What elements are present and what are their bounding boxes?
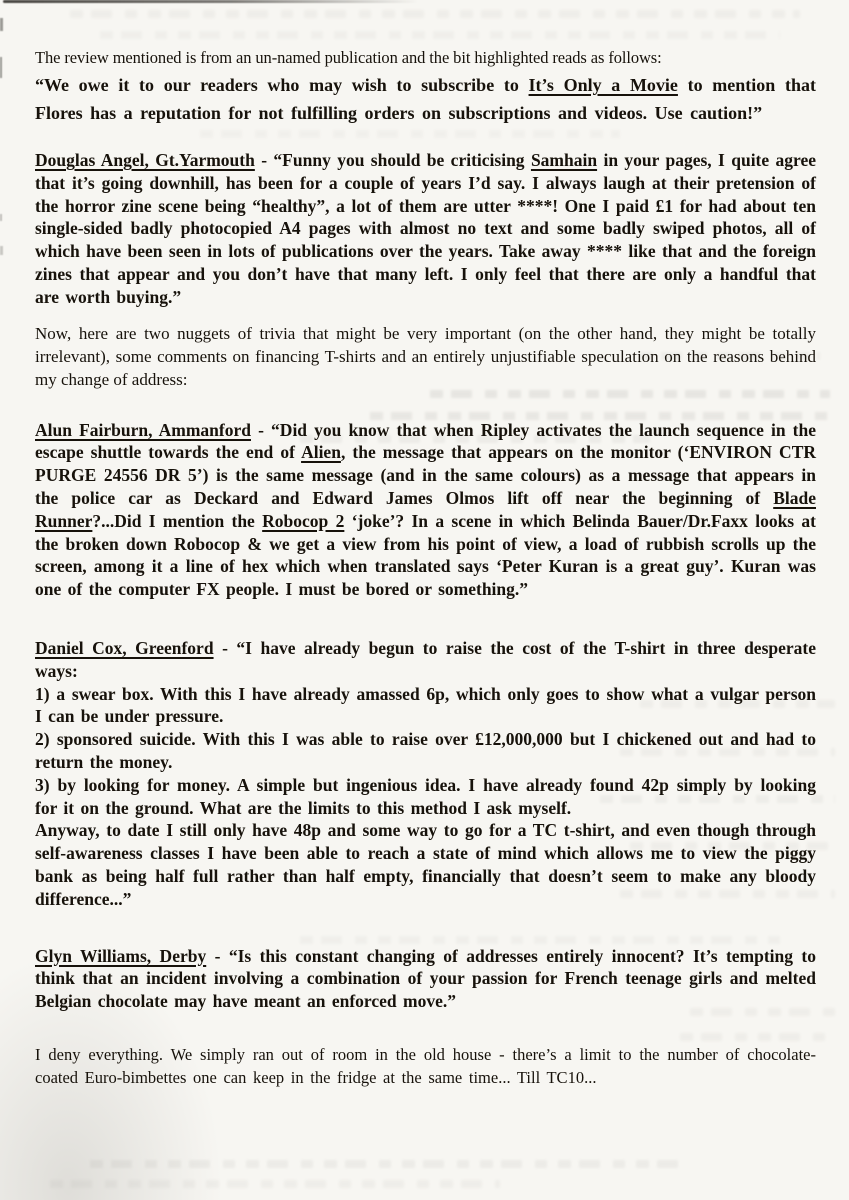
bleedthrough-artifact bbox=[50, 1180, 500, 1188]
text-run: ‘joke’? In a scene in which Belinda Bauer/Dr.Faxx looks at the broken down Robocop & we get a view from his point of view, a load of rubbish scrolls up the screen, among it a line of hex which when translated says ‘Peter Kuran is a great guy’. Kuran was one of the computer FX people. I must be bored or something.” bbox=[35, 510, 817, 600]
text-run: - “Did you know that when Ripley activates the launch sequence in the escape shuttle towards the end of bbox=[35, 419, 816, 463]
text-run: , the message that appears on the monitor (‘ENVIRON CTR PURGE 24556 DR 5’) is the same message (and in the same colours) as a message that appears in the police car as Deckard and Edward James Olmos lift off near the beginning of bbox=[35, 442, 816, 508]
letter-block bbox=[35, 728, 816, 774]
text-run: 1) a swear box. With this I have already amassed 6p, which only goes to show what a vulgar person I can be under pressure. bbox=[35, 683, 816, 727]
text-run: 2) sponsored suicide. With this I was able to raise over £12,000,000 but I chickened out and had to return the money. bbox=[35, 729, 816, 772]
letter-block bbox=[35, 683, 816, 729]
underlined-title: Douglas Angel, Gt.Yarmouth bbox=[35, 150, 255, 170]
text-run: Anyway, to date I still only have 48p and some way to go for a TC t-shirt, and even though through self-awareness classes I have been able to reach a state of mind which allows me to view the piggy bank as being half full rather than half empty, financially that doesn’t seem to make any bloody difference...” bbox=[35, 820, 816, 909]
text-run: in your pages, I quite agree that it’s going downhill, has been for a couple of years I’d say. I always laugh at their pretension of the horror zine scene being “healthy”, a lot of them are utter ****! One I paid £1 for had about ten single-sided badly photocopied A4 pages with almost no text and some badly swiped photos, all of which have been seen in lots of publications over the years. Take away **** like that and the foreign zines that appear and you don’t have that many left. I only feel that there are only a handful that are worth buying.” bbox=[35, 150, 817, 307]
text-run: to mention that Flores has a reputation for not fulfilling orders on subscriptions and videos. Use caution!” bbox=[35, 75, 816, 123]
text-run: - “Is this constant changing of addresses entirely innocent? It’s tempting to think that an incident involving a combination of your passion for French teenage girls and melted Belgian chocolate may have meant an enforced move.” bbox=[35, 945, 816, 1012]
letter-block bbox=[35, 637, 816, 683]
bleedthrough-artifact bbox=[100, 31, 780, 39]
trivia-note: Now, here are two nuggets of trivia that might be very important (on the other hand, they might be totally irrelevant), some comments on financing T-shirts and an entirely unjustifiable speculation on the reasons behind my change of address: bbox=[35, 323, 816, 389]
editor-reply: I deny everything. We simply ran out of room in the old house - there’s a limit to the number of chocolate-coated Euro-bimbettes one can keep in the fridge at the same time... Till TC10... bbox=[35, 1044, 816, 1088]
underlined-title: Glyn Williams, Derby bbox=[35, 945, 207, 966]
text-run: - “Funny you should be criticising bbox=[254, 150, 531, 170]
text-run: 3) by looking for money. A simple but ingenious idea. I have already found 42p simply by looking for it on the ground. What are the limits to this method I ask myself. bbox=[35, 774, 816, 818]
text-run: ?...Did I mention the bbox=[92, 510, 263, 531]
scan-artifact-top-streak bbox=[3, 0, 418, 3]
underlined-title: Blade Runner bbox=[35, 487, 816, 531]
underlined-title: Daniel Cox, Greenford bbox=[35, 637, 214, 658]
review-quote bbox=[35, 71, 816, 127]
letter-glyn-williams bbox=[35, 945, 816, 1013]
page-text-column bbox=[35, 44, 816, 1090]
scan-artifact-edge-tick bbox=[0, 57, 2, 78]
letter-daniel-cox bbox=[35, 637, 816, 911]
letter-block bbox=[35, 774, 816, 820]
underlined-title: Alien bbox=[301, 442, 341, 463]
scan-artifact-edge-tick bbox=[0, 18, 3, 31]
letter-alun-fairburn bbox=[35, 419, 816, 601]
underlined-title: Robocop 2 bbox=[262, 510, 345, 531]
letter-douglas-angel bbox=[35, 149, 816, 309]
underlined-title: Samhain bbox=[530, 150, 598, 170]
intro-lead: The review mentioned is from an un-named publication and the bit highlighted reads as follows: bbox=[35, 48, 662, 67]
letter-block bbox=[35, 819, 816, 910]
bleedthrough-artifact bbox=[70, 10, 800, 18]
scan-artifact-edge-tick bbox=[0, 214, 2, 221]
text-run: “We owe it to our readers who may wish to subscribe to bbox=[35, 75, 529, 95]
bleedthrough-artifact bbox=[90, 1160, 690, 1168]
underlined-title: It’s Only a Movie bbox=[528, 75, 678, 95]
scan-artifact-edge-tick bbox=[0, 246, 3, 255]
text-run: - “I have already begun to raise the cost of the T-shirt in three desperate ways: bbox=[35, 637, 816, 681]
underlined-title: Alun Fairburn, Ammanford bbox=[35, 419, 251, 440]
